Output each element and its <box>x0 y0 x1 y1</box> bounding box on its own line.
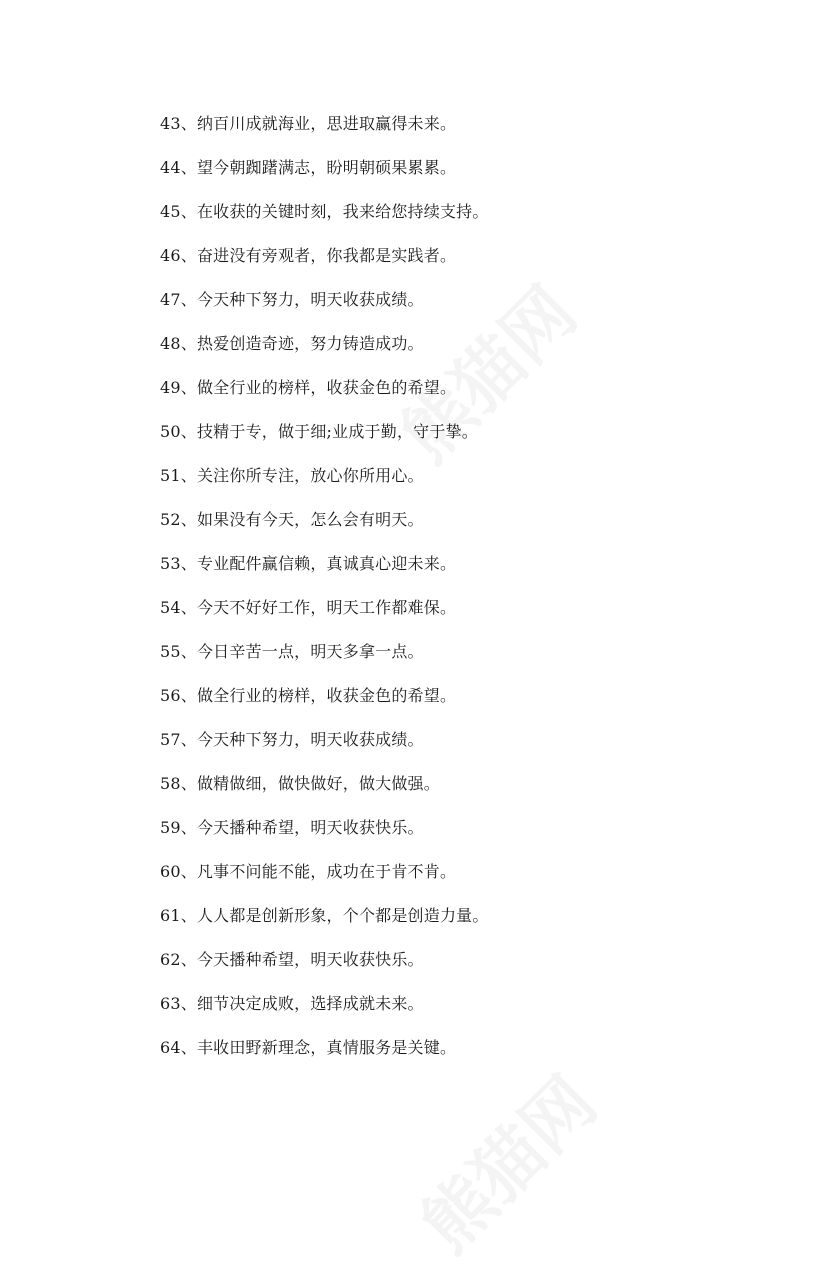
slogan-item: 56、做全行业的榜样，收获金色的希望。 <box>160 686 457 705</box>
slogan-item: 60、凡事不问能不能，成功在于肯不肯。 <box>160 862 457 881</box>
slogan-item: 45、在收获的关键时刻，我来给您持续支持。 <box>160 202 489 221</box>
slogan-item: 64、丰收田野新理念，真情服务是关键。 <box>160 1038 457 1057</box>
slogan-item: 57、今天种下努力，明天收获成绩。 <box>160 730 424 749</box>
slogan-item: 49、做全行业的榜样，收获金色的希望。 <box>160 378 457 397</box>
slogan-item: 51、关注你所专注，放心你所用心。 <box>160 466 424 485</box>
slogan-item: 59、今天播种希望，明天收获快乐。 <box>160 818 424 837</box>
slogan-item: 50、技精于专，做于细;业成于勤，守于挚。 <box>160 422 478 441</box>
slogan-item: 55、今日辛苦一点，明天多拿一点。 <box>160 642 424 661</box>
slogan-item: 46、奋进没有旁观者，你我都是实践者。 <box>160 246 457 265</box>
slogan-item: 58、做精做细，做快做好，做大做强。 <box>160 774 440 793</box>
slogan-item: 44、望今朝踟躇满志，盼明朝硕果累累。 <box>160 158 457 177</box>
slogan-item: 54、今天不好好工作，明天工作都难保。 <box>160 598 457 617</box>
slogan-item: 52、如果没有今天，怎么会有明天。 <box>160 510 424 529</box>
slogan-list <box>160 108 489 1076</box>
slogan-item: 61、人人都是创新形象，个个都是创造力量。 <box>160 906 489 925</box>
slogan-item: 48、热爱创造奇迹，努力铸造成功。 <box>160 334 424 353</box>
watermark <box>395 1051 615 1270</box>
slogan-item: 63、细节决定成败，选择成就未来。 <box>160 994 424 1013</box>
slogan-item: 53、专业配件赢信赖，真诚真心迎未来。 <box>160 554 457 573</box>
slogan-item: 43、纳百川成就海业，思进取赢得未来。 <box>160 114 457 133</box>
slogan-item: 47、今天种下努力，明天收获成绩。 <box>160 290 424 309</box>
slogan-item: 62、今天播种希望，明天收获快乐。 <box>160 950 424 969</box>
